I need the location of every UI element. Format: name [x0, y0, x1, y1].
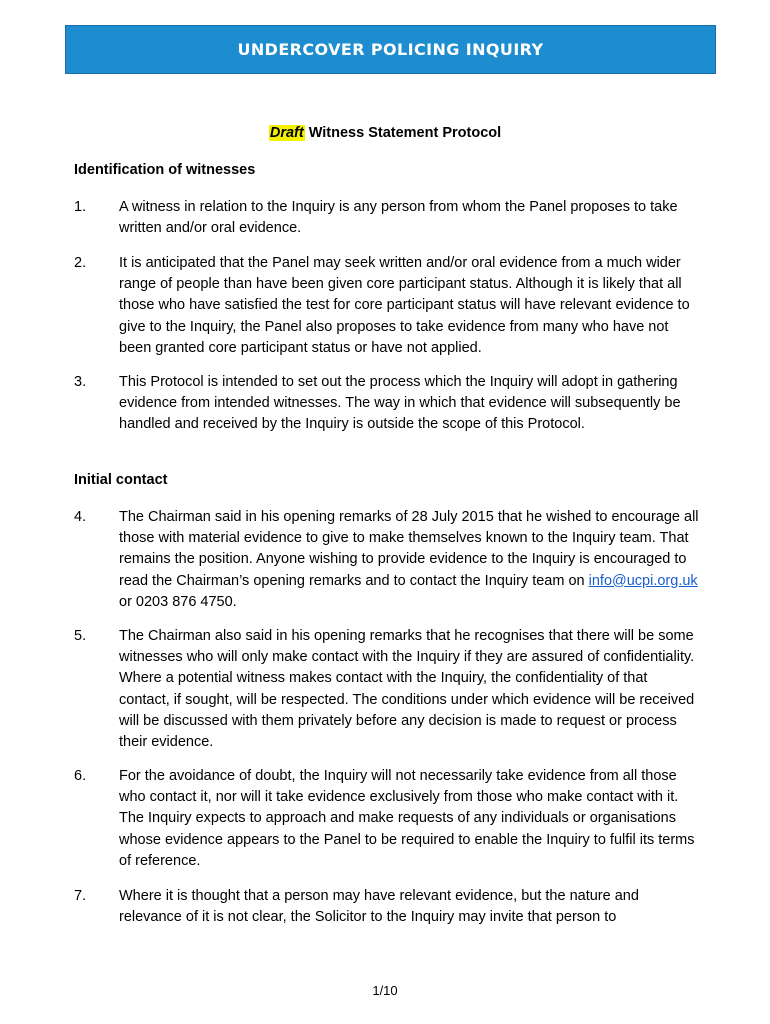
- paragraph-number: 6.: [74, 768, 87, 784]
- email-link[interactable]: info@ucpi.org.uk: [588, 572, 698, 589]
- page-number: 1/10: [372, 983, 398, 998]
- paragraph-number: 2.: [74, 255, 87, 271]
- paragraph-5: [74, 626, 699, 753]
- paragraph-7: [74, 886, 689, 928]
- paragraph-6: [74, 766, 699, 872]
- section-heading-initial-contact: Initial contact: [74, 472, 168, 488]
- paragraph-2: [74, 253, 696, 359]
- paragraph-1: [74, 197, 699, 239]
- document-title: [0, 125, 770, 141]
- paragraph-text: It is anticipated that the Panel may seek written and/or oral evidence from a much wider range of people than have been given core participant status. Although it is likely that all those who have satisfied the test for core participant status will have relevant evidence to give to the Inquiry, the Panel also proposes to take evidence from many who have not been granted core participant status or have not applied.: [119, 255, 690, 356]
- paragraph-number: 1.: [74, 199, 87, 215]
- paragraph-number: 7.: [74, 888, 87, 904]
- document-title-text: Witness Statement Protocol: [304, 125, 502, 141]
- paragraph-number: 4.: [74, 509, 87, 525]
- paragraph-3: [74, 372, 694, 436]
- header-banner: [65, 25, 716, 74]
- paragraph-text: [119, 507, 709, 613]
- paragraph-text: Where it is thought that a person may have relevant evidence, but the nature and relevance of it is not clear, the Solicitor to the Inquiry may invite that person to: [119, 888, 639, 926]
- paragraph-text: A witness in relation to the Inquiry is any person from whom the Panel proposes to take written and/or oral evidence.: [119, 199, 678, 237]
- paragraph-text: For the avoidance of doubt, the Inquiry will not necessarily take evidence from all those who contact it, nor will it take evidence exclusively from those who make contact with it. The Inquiry expects to approach and make requests of any individuals or organisations whose evidence appears to the Panel to be required to enable the Inquiry to fulfil its terms of reference.: [119, 768, 695, 869]
- banner-title: UNDERCOVER POLICING INQUIRY: [237, 40, 544, 59]
- section-heading-identification: Identification of witnesses: [74, 162, 256, 178]
- paragraph-text-part: The Chairman said in his opening remarks of 28 July 2015 that he wished to encourage all those with material evidence to give to make themselves known to the Inquiry team. That remains the position. Anyone wishing to provide evidence to the Inquiry is encouraged to read the Chairman’s opening remarks and to contact the Inquiry team on: [119, 509, 699, 589]
- paragraph-text: The Chairman also said in his opening remarks that he recognises that there will be some witnesses who will only make contact with the Inquiry if they are assured of confidentiality. Where a potential witness makes contact with the Inquiry, the confidentiality of that contact, if sought, will be respected. The conditions under which evidence will be received will be discussed with them privately before any decision is made to request or process their evidence.: [119, 628, 695, 751]
- paragraph-number: 5.: [74, 628, 87, 644]
- paragraph-text: This Protocol is intended to set out the process which the Inquiry will adopt in gathering evidence from intended witnesses. The way in which that evidence will subsequently be handled and received by the Inquiry is outside the scope of this Protocol.: [119, 374, 681, 433]
- paragraph-text-part: or 0203 876 4750.: [119, 593, 237, 610]
- paragraph-number: 3.: [74, 374, 87, 390]
- draft-highlight: Draft: [269, 125, 304, 141]
- paragraph-4: [74, 507, 709, 613]
